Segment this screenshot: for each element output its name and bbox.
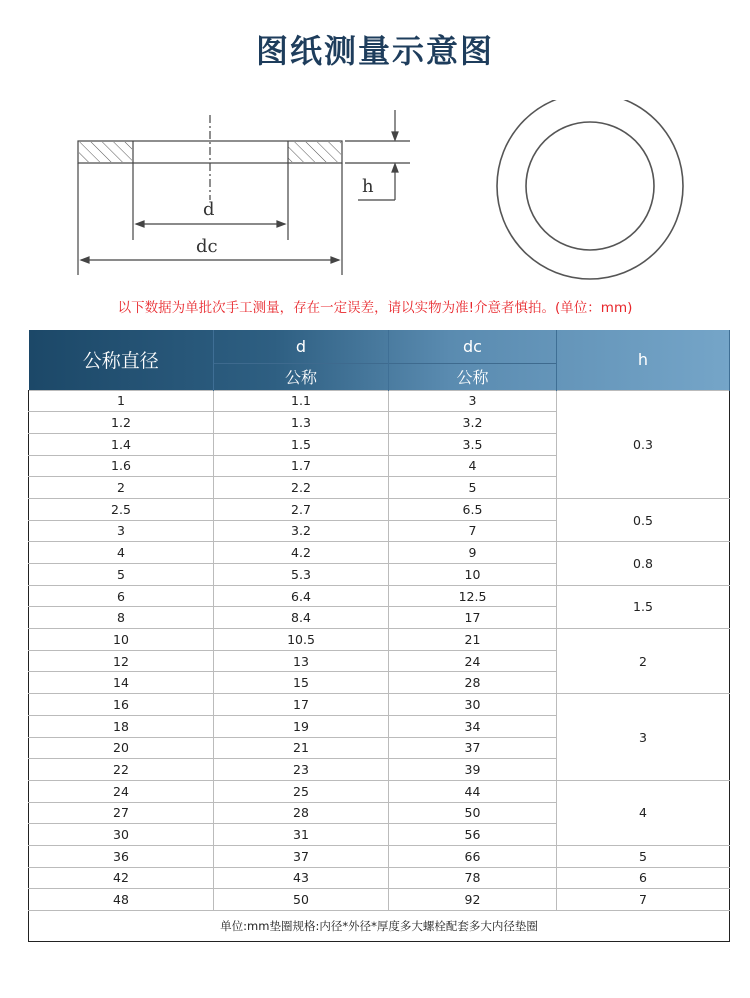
cell-d: 15 <box>214 672 389 694</box>
cell-dc: 34 <box>389 715 557 737</box>
cell-d: 1.3 <box>214 412 389 434</box>
page-title: 图纸测量示意图 <box>255 32 494 70</box>
cell-nominal: 4 <box>29 542 214 564</box>
top-view <box>497 100 683 279</box>
cell-nominal: 16 <box>29 694 214 716</box>
table-row <box>29 780 730 802</box>
cell-d: 1.7 <box>214 455 389 477</box>
cell-nominal: 48 <box>29 889 214 911</box>
cell-nominal: 24 <box>29 780 214 802</box>
cell-d: 50 <box>214 889 389 911</box>
cell-d: 37 <box>214 845 389 867</box>
cell-d: 2.2 <box>214 477 389 499</box>
cell-nominal: 36 <box>29 845 214 867</box>
cell-d: 4.2 <box>214 542 389 564</box>
cell-h: 2 <box>557 629 730 694</box>
cross-section-view <box>78 110 410 275</box>
cell-d: 19 <box>214 715 389 737</box>
cell-h: 4 <box>557 780 730 845</box>
cell-h: 0.8 <box>557 542 730 585</box>
cell-nominal: 18 <box>29 715 214 737</box>
table-row <box>29 498 730 520</box>
cell-h: 0.3 <box>557 390 730 498</box>
cell-dc: 9 <box>389 542 557 564</box>
header-nominal: 公称直径 <box>29 330 214 390</box>
cell-nominal: 1.2 <box>29 412 214 434</box>
cell-dc: 12.5 <box>389 585 557 607</box>
table-row <box>29 889 730 911</box>
cell-d: 3.2 <box>214 520 389 542</box>
cell-h: 7 <box>557 889 730 911</box>
cell-h: 5 <box>557 845 730 867</box>
cell-dc: 50 <box>389 802 557 824</box>
cell-dc: 37 <box>389 737 557 759</box>
cell-nominal: 14 <box>29 672 214 694</box>
cell-d: 6.4 <box>214 585 389 607</box>
table-footer: 单位:mm垫圈规格:内径*外径*厚度多大螺栓配套多大内径垫圈 <box>29 911 730 942</box>
table-row <box>29 585 730 607</box>
cell-dc: 3 <box>389 390 557 412</box>
cell-dc: 39 <box>389 759 557 781</box>
cell-nominal: 6 <box>29 585 214 607</box>
cell-nominal: 3 <box>29 520 214 542</box>
cell-dc: 21 <box>389 629 557 651</box>
cell-nominal: 2.5 <box>29 498 214 520</box>
cell-d: 2.7 <box>214 498 389 520</box>
cell-dc: 24 <box>389 650 557 672</box>
cell-dc: 56 <box>389 824 557 846</box>
label-dc: dc <box>196 236 218 257</box>
cell-dc: 28 <box>389 672 557 694</box>
cell-h: 1.5 <box>557 585 730 628</box>
header-h: h <box>557 330 730 390</box>
cell-d: 10.5 <box>214 629 389 651</box>
cell-nominal: 27 <box>29 802 214 824</box>
cell-nominal: 10 <box>29 629 214 651</box>
cell-nominal: 22 <box>29 759 214 781</box>
cell-nominal: 12 <box>29 650 214 672</box>
cell-nominal: 42 <box>29 867 214 889</box>
cell-d: 31 <box>214 824 389 846</box>
table-row <box>29 694 730 716</box>
measurement-note: 以下数据为单批次手工测量，存在一定误差，请以实物为准!介意者慎拍。(单位：mm) <box>117 300 633 316</box>
table-row <box>29 867 730 889</box>
cell-dc: 78 <box>389 867 557 889</box>
cell-nominal: 1.6 <box>29 455 214 477</box>
cell-d: 1.5 <box>214 433 389 455</box>
table-row <box>29 390 730 412</box>
cell-nominal: 8 <box>29 607 214 629</box>
cell-dc: 30 <box>389 694 557 716</box>
cell-dc: 3.5 <box>389 433 557 455</box>
header-dc: dc <box>389 330 557 363</box>
cell-nominal: 5 <box>29 564 214 586</box>
cell-h: 3 <box>557 694 730 781</box>
header-d-sub: 公称 <box>214 363 389 390</box>
table-row <box>29 542 730 564</box>
header-d: d <box>214 330 389 363</box>
cell-nominal: 30 <box>29 824 214 846</box>
cell-dc: 6.5 <box>389 498 557 520</box>
cell-dc: 10 <box>389 564 557 586</box>
cell-dc: 44 <box>389 780 557 802</box>
cell-h: 0.5 <box>557 498 730 541</box>
cell-d: 17 <box>214 694 389 716</box>
label-d: d <box>203 199 215 220</box>
cell-nominal: 1 <box>29 390 214 412</box>
cell-d: 28 <box>214 802 389 824</box>
cell-dc: 4 <box>389 455 557 477</box>
cell-nominal: 2 <box>29 477 214 499</box>
cell-dc: 7 <box>389 520 557 542</box>
cell-nominal: 1.4 <box>29 433 214 455</box>
label-h: h <box>362 176 374 197</box>
cell-d: 1.1 <box>214 390 389 412</box>
cell-d: 25 <box>214 780 389 802</box>
cell-dc: 3.2 <box>389 412 557 434</box>
cell-d: 23 <box>214 759 389 781</box>
cell-dc: 5 <box>389 477 557 499</box>
header-dc-sub: 公称 <box>389 363 557 390</box>
table-row <box>29 629 730 651</box>
cell-d: 13 <box>214 650 389 672</box>
cell-dc: 17 <box>389 607 557 629</box>
cell-d: 21 <box>214 737 389 759</box>
table-row <box>29 845 730 867</box>
cell-d: 43 <box>214 867 389 889</box>
cell-dc: 92 <box>389 889 557 911</box>
cell-d: 5.3 <box>214 564 389 586</box>
cell-nominal: 20 <box>29 737 214 759</box>
spec-table <box>28 330 730 942</box>
cell-d: 8.4 <box>214 607 389 629</box>
cell-dc: 66 <box>389 845 557 867</box>
cell-h: 6 <box>557 867 730 889</box>
washer-diagram <box>60 100 700 290</box>
